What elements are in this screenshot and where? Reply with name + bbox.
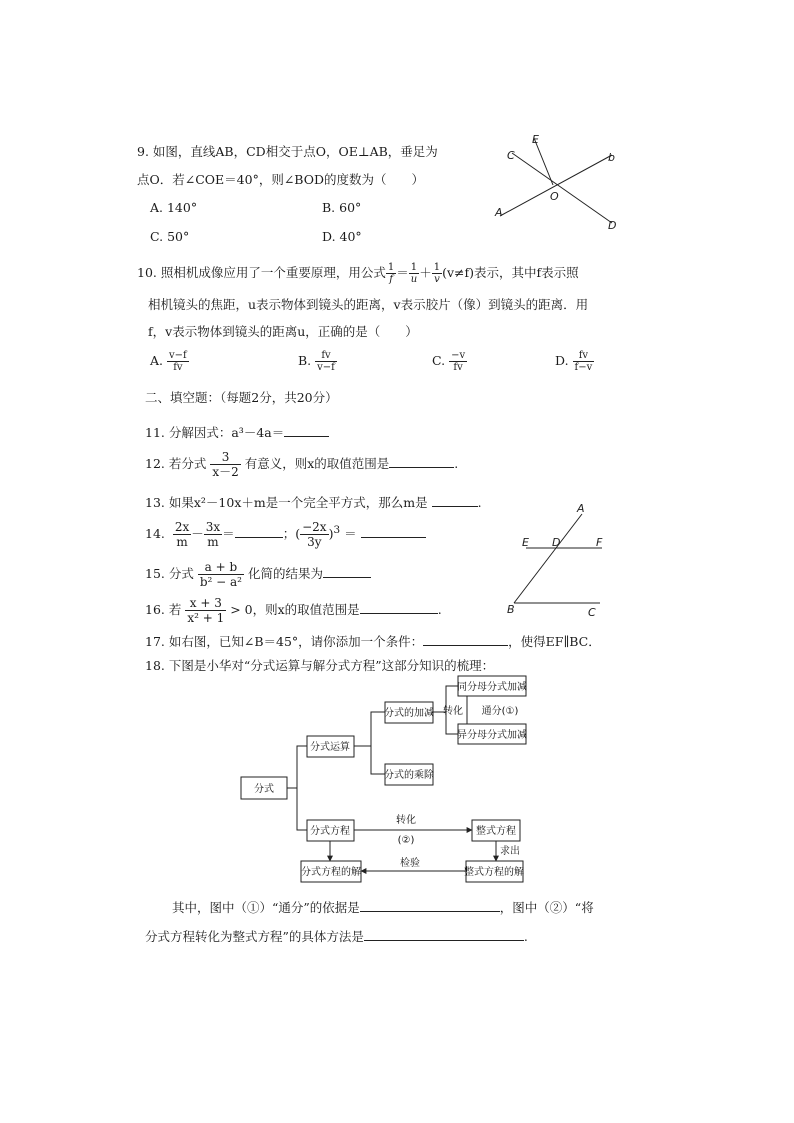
q18-blank-2 xyxy=(364,927,524,941)
check-label: 检验 xyxy=(400,858,420,869)
q10-option-a: A. $\frac{v-f}{fv}$ xyxy=(150,350,187,373)
q9-figure xyxy=(490,128,630,238)
label-c2: C xyxy=(588,606,596,619)
formula-1-over-f: $\frac{1}{f}$ xyxy=(387,262,395,285)
circ2-label: (②) xyxy=(397,835,415,846)
label-a2: A xyxy=(577,502,585,515)
q12: 12. 若分式 $\frac{3}{x-2}$ 有意义，则x的取值范围是 . xyxy=(145,450,459,479)
q10-line2: 相机镜头的焦距，u表示物体到镜头的距离，v表示胶片（像）到镜头的距离．用 xyxy=(148,297,589,312)
zhuanhua2-label: 转化 xyxy=(396,815,416,826)
label-o: O xyxy=(550,190,559,203)
tongfen-label: 通分(①) xyxy=(481,706,519,717)
q10-option-b: B. $\frac{fv}{v-f}$ xyxy=(298,350,335,373)
q14: 14. $\frac{2x}{m}$ － $\frac{3x}{m}$ ＝ ；( $\frac{-2x}{3y}$ )$^3$ ＝ xyxy=(145,520,426,549)
q10-option-c: C. $\frac{-v}{fv}$ xyxy=(432,350,466,373)
label-d: D xyxy=(608,219,617,232)
label-d2: D xyxy=(552,536,561,549)
label-b2: B xyxy=(507,603,515,616)
label-e2: E xyxy=(522,536,529,549)
q15: 15. 分式 $\frac{a + b}{\text{b² − a²}}$ 化简的结果为 xyxy=(145,560,371,589)
q17-figure xyxy=(500,500,620,620)
knowledge-diagram xyxy=(238,668,538,888)
q11: 11. 分解因式：a³－4a＝ xyxy=(145,423,329,441)
q9-option-c: C. 50° xyxy=(150,229,190,244)
q10-line3: f，v表示物体到镜头的距离u，正确的是（ ） xyxy=(148,324,418,339)
q17: 17. 如右图，已知∠B＝45°，请你添加一个条件： ，使得EF∥BC． xyxy=(145,634,601,649)
qiuchu-label: 求出 xyxy=(500,846,520,857)
q10-line1: 10. 照相机成像应用了一个重要原理，用公式 $\frac{1}{f}$ ＝ $\frac{1}{u}$ ＋ $\frac{1}{v}$ (v≠f)表示，其中f表示照 xyxy=(137,262,579,285)
section-2-heading: 二、填空题：（每题2分，共20分） xyxy=(145,390,338,405)
label-f2: F xyxy=(596,536,603,549)
line-ab xyxy=(500,155,612,216)
formula-1-over-u: $\frac{1}{u}$ xyxy=(410,262,418,285)
node-diff-label: 异分母分式加减 xyxy=(457,730,527,741)
node-add-label: 分式的加减 xyxy=(384,708,434,719)
q9-line1: 9. 如图，直线AB，CD相交于点O，OE⊥AB，垂足为 xyxy=(137,144,438,159)
q10-line1-a: 10. 照相机成像应用了一个重要原理，用公式 xyxy=(137,265,386,280)
label-c: C xyxy=(507,149,515,162)
convert-label: 转化 xyxy=(443,706,463,717)
formula-1-over-v: $\frac{1}{v}$ xyxy=(433,262,441,285)
node-muldiv-label: 分式的乘除 xyxy=(384,770,434,781)
q15-blank xyxy=(323,564,371,578)
q9-option-a: A. 140° xyxy=(150,200,198,215)
node-eq-label: 分式方程 xyxy=(310,826,350,837)
q13: 13. 如果x²－10x＋m是一个完全平方式，那么m是 . xyxy=(145,495,482,510)
q16: 16. 若 $\frac{x + 3}{\text{x² + 1}}$ > 0，则x的取值范围是 . xyxy=(145,596,442,625)
label-e: E xyxy=(532,133,539,146)
node-frac-sol-label: 分式方程的解 xyxy=(301,867,361,878)
q18: 18. 下图是小华对“分式运算与解分式方程”这部分知识的梳理： xyxy=(145,658,495,673)
q14-blank-2 xyxy=(361,524,426,538)
q11-blank xyxy=(284,423,329,437)
node-root-label: 分式 xyxy=(254,784,274,795)
q13-blank xyxy=(432,493,478,507)
q16-blank xyxy=(360,600,438,614)
q18-tail-line2: 分式方程转化为整式方程”的具体方法是 . xyxy=(145,929,528,944)
q10-line1-b: 表示，其中f表示照 xyxy=(474,265,579,280)
label-b: b xyxy=(608,151,615,164)
node-ops-label: 分式运算 xyxy=(310,742,350,753)
q9-option-d: D. 40° xyxy=(322,229,362,244)
node-int-sol-label: 整式方程的解 xyxy=(464,867,524,878)
q10-formula-cond: (v≠f) xyxy=(442,265,475,280)
q14-blank-1 xyxy=(235,524,283,538)
line-ba xyxy=(514,514,582,603)
q18-blank-1 xyxy=(360,898,500,912)
q9-line2: 点O．若∠COE＝40°，则∠BOD的度数为（ ） xyxy=(137,172,424,187)
q17-blank xyxy=(423,632,508,646)
label-a: A xyxy=(495,206,503,219)
q18-tail-line1: 其中，图中（①）“通分”的依据是 ，图中（②）“将 xyxy=(172,900,594,915)
node-int-eq-label: 整式方程 xyxy=(476,826,516,837)
node-same-label: 同分母分式加减 xyxy=(457,682,527,693)
q10-option-d: D. $\frac{fv}{f-v}$ xyxy=(555,350,593,373)
q12-blank xyxy=(389,454,454,468)
q9-option-b: B. 60° xyxy=(322,200,362,215)
